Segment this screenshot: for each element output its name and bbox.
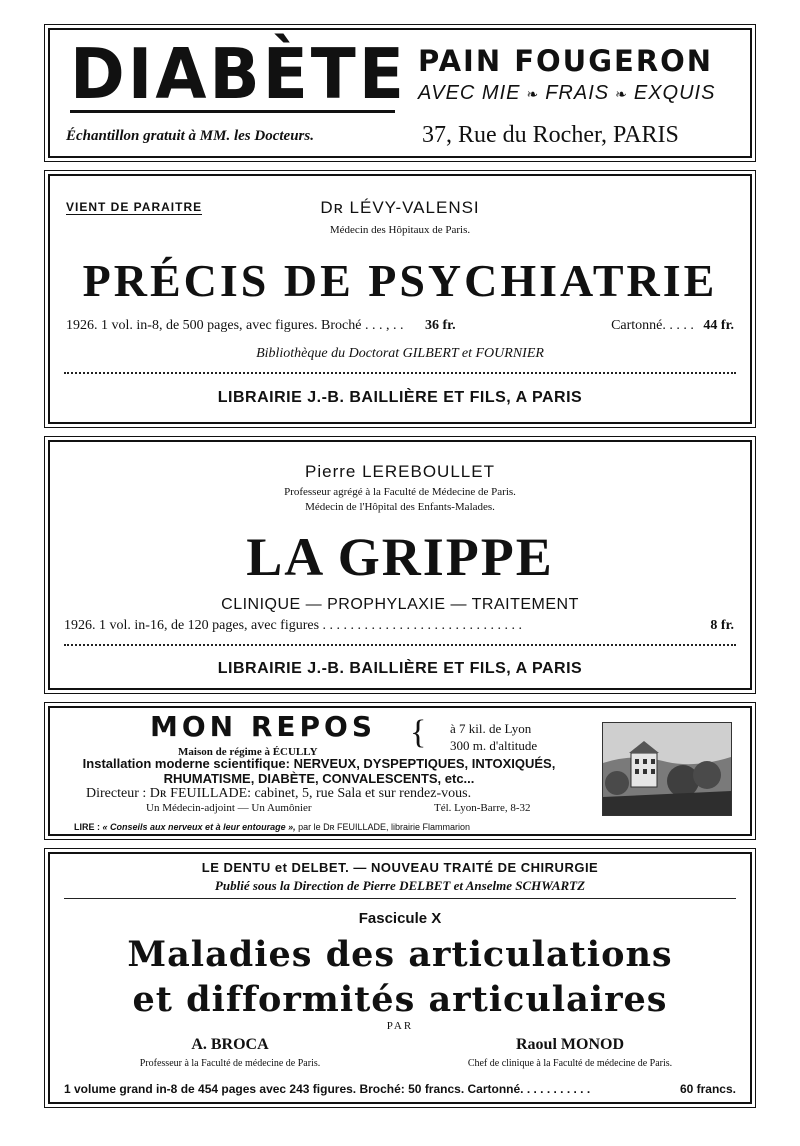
- author-title: Médecin des Hôpitaux de Paris.: [329, 224, 471, 236]
- ad-traite-chirurgie: [48, 852, 752, 1104]
- lire-title: « Conseils aux nerveux et à leur entourage »,: [102, 822, 296, 832]
- clinic-phone: Tél. Lyon-Barre, 8-32: [434, 802, 531, 814]
- book-title: [50, 932, 750, 1022]
- series-title: LE DENTU et DELBET. — NOUVEAU TRAITÉ DE CHIRURGIE: [201, 860, 599, 875]
- book-collection: Bibliothèque du Doctorat GILBERT et FOURNIER: [256, 346, 544, 361]
- product-tagline: [418, 82, 715, 105]
- book-price: 8 fr.: [710, 618, 734, 633]
- tagline-item: EXQUIS: [633, 82, 716, 104]
- clinic-name: MON REPOS: [150, 710, 377, 743]
- book-title: LA GRIPPE: [246, 527, 554, 587]
- tagline-item: FRAIS: [545, 82, 610, 104]
- author-name: A. BROCA: [191, 1036, 269, 1053]
- details-text: 1 volume grand in-8 de 454 pages avec 243 figures. Broché: 50 francs. Cartonné. . . . . . . . . . .: [64, 1082, 591, 1096]
- ad-diabete: [48, 28, 752, 158]
- publisher-name: LIBRAIRIE J.-B. BAILLIÈRE ET FILS, A PARIS: [217, 660, 583, 677]
- clinic-building-image: [602, 722, 732, 816]
- book-price: 60 francs.: [679, 1082, 736, 1096]
- dotted-divider: [64, 372, 736, 374]
- book-details: [64, 618, 734, 634]
- author-title: Professeur à la Faculté de médecine de Paris.: [139, 1058, 321, 1069]
- announcement-label: VIENT DE PARAITRE: [66, 200, 203, 214]
- book-subtitle: CLINIQUE — PROPHYLAXIE — TRAITEMENT: [221, 596, 579, 613]
- brace-icon: {: [410, 714, 427, 751]
- author-name: Raoul MONOD: [516, 1036, 624, 1053]
- tagline-item: AVEC MIE: [418, 82, 521, 104]
- title-underline: [70, 110, 395, 113]
- altitude-text: 300 m. d'altitude: [450, 738, 538, 753]
- clinic-specialties: Installation moderne scientifique: NERVEUX, DYSPEPTIQUES, INTOXIQUÉS, RHUMATISME, DIABÈTE, CONVALESCENTS, etc...: [82, 756, 556, 786]
- cartonne-label: Cartonné. . . . .: [611, 318, 694, 333]
- leaf-ornament-icon: ❧: [615, 86, 628, 102]
- series-direction: Publié sous la Direction de Pierre DELBET et Anselme SCHWARTZ: [214, 878, 586, 893]
- price-cartonne: 44 fr.: [703, 318, 734, 333]
- building-illustration: [603, 723, 731, 815]
- leaf-ornament-icon: ❧: [526, 86, 540, 102]
- lire-label: LIRE :: [74, 822, 100, 832]
- ad-mon-repos: [48, 706, 752, 836]
- clinic-subtitle: Maison de régime à ÉCULLY: [178, 746, 318, 758]
- shop-address: 37, Rue du Rocher, PARIS: [422, 122, 679, 148]
- dotted-divider: [64, 644, 736, 646]
- book-title-line: et difformités articulaires: [132, 979, 668, 1020]
- price-cartonne-group: [611, 318, 734, 334]
- book-title-line: Maladies des articulations: [127, 934, 673, 975]
- book-details: [64, 1082, 736, 1096]
- book-title: PRÉCIS DE PSYCHIATRIE: [82, 255, 718, 306]
- clinic-staff: Un Médecin-adjoint — Un Aumônier: [146, 802, 312, 814]
- price-broche: 36 fr.: [424, 318, 456, 333]
- par-label: PAR: [386, 1020, 414, 1032]
- product-name: PAIN FOUGERON: [418, 44, 714, 78]
- author-title: Professeur agrégé à la Faculté de Médecine de Paris.: [284, 486, 516, 498]
- details-text: 1926. 1 vol. in-16, de 120 pages, avec figures . . . . . . . . . . . . . . . . . . . . . . . . . . . . .: [64, 618, 523, 633]
- author-name: Dʀ LÉVY-VALENSI: [320, 198, 480, 217]
- publisher-name: LIBRAIRIE J.-B. BAILLIÈRE ET FILS, A PARIS: [217, 389, 583, 406]
- free-sample-note: Échantillon gratuit à MM. les Docteurs.: [66, 128, 314, 144]
- distance-text: à 7 kil. de Lyon: [450, 721, 532, 736]
- author-name: Pierre LEREBOULLET: [305, 462, 495, 481]
- reading-recommendation: [74, 822, 470, 832]
- author-title: Médecin de l'Hôpital des Enfants-Malades.: [305, 501, 495, 513]
- details-text: 1926. 1 vol. in-8, de 500 pages, avec figures. Broché . . . , . .: [66, 318, 404, 333]
- divider: [64, 898, 736, 899]
- ad-la-grippe: [48, 440, 752, 690]
- fascicule-number: Fascicule X: [358, 910, 442, 927]
- lire-source: par le Dʀ FEUILLADE, librairie Flammarion: [298, 822, 471, 832]
- diabete-title: DIABÈTE: [70, 34, 407, 115]
- clinic-director: Directeur : Dʀ FEUILLADE: cabinet, 5, rue Sala et sur rendez-vous.: [86, 786, 472, 801]
- author-title: Chef de clinique à la Faculté de médecine de Paris.: [467, 1058, 673, 1069]
- ad-precis-psychiatrie: [48, 174, 752, 424]
- book-details: [66, 318, 734, 334]
- clinic-location: [450, 720, 537, 754]
